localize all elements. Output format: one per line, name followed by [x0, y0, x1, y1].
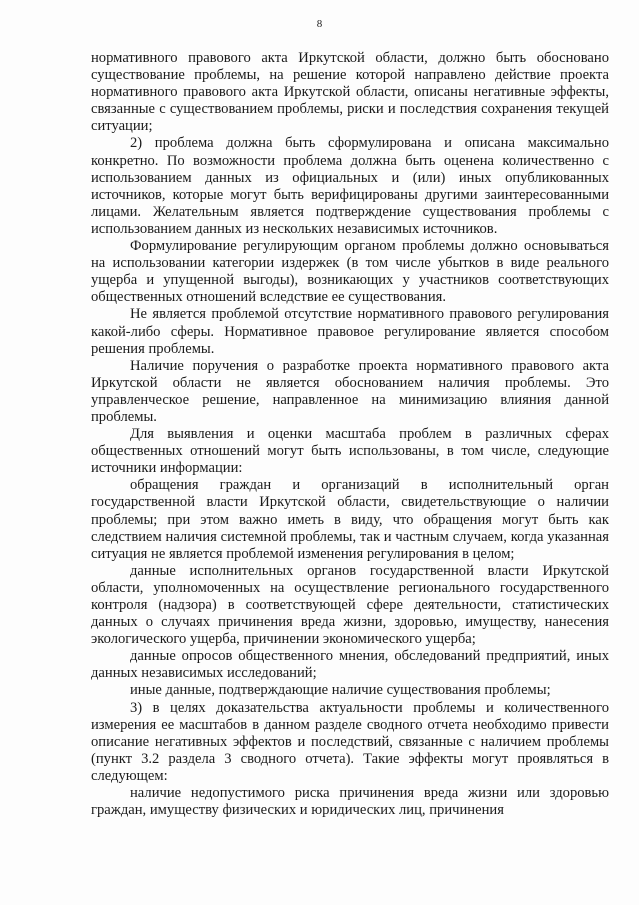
- list-item-opinion-polls: данные опросов общественного мнения, обследований предприятий, иных данных независимых исследований;: [91, 648, 609, 682]
- paragraph-not-a-problem: Не является проблемой отсутствие нормативного правового регулирования какой-либо сферы. Нормативное правовое регулирование является способом решения проблемы.: [91, 306, 609, 357]
- list-item-citizen-appeals: обращения граждан и организаций в исполнительный орган государственной власти Иркутской области, свидетельствующие о наличии проблемы; при этом важно иметь в виду, что обращения могут быть как следствием наличия системной проблемы, так и частным случаем, когда указанная ситуация не является проблемой изменения регулирования в целом;: [91, 477, 609, 562]
- paragraph-negative-effects: 3) в целях доказательства актуальности проблемы и количественного измерения ее масштабов в данном разделе сводного отчета необходимо привести описание негативных эффектов и последствий, связанные с наличием проблемы (пункт 3.2 раздела 3 сводного отчета). Такие эффекты могут проявляться в следующем:: [91, 699, 609, 784]
- list-item-other-data: иные данные, подтверждающие наличие существования проблемы;: [130, 682, 551, 699]
- list-item-unacceptable-risk: наличие недопустимого риска причинения вреда жизни или здоровью граждан, имуществу физических и юридических лиц, причинения: [91, 785, 609, 819]
- paragraph-information-sources: Для выявления и оценки масштаба проблем в различных сферах общественных отношений могут быть использованы, в том числе, следующие источники информации:: [91, 426, 609, 477]
- page-number: 8: [316, 18, 323, 30]
- paragraph-problem-formulation: 2) проблема должна быть сформулирована и описана максимально конкретно. По возможности проблема должна быть оценена количественно с использованием данных из официальных и (или) иных опубликованных источников, которые могут быть верифицированы другими заинтересованными лицами. Желательным является подтверждение существования проблемы с использованием данных из нескольких независимых источников.: [91, 135, 609, 237]
- document-body: [91, 50, 609, 819]
- paragraph-costs-category: Формулирование регулирующим органом проблемы должно основываться на использовании категории издержек (в том числе убытков в виде реального ущерба и упущенной выгоды), возникающих у участников соответствующих общественных отношений вследствие ее существования.: [91, 238, 609, 306]
- paragraph-continuation: нормативного правового акта Иркутской области, должно быть обосновано существование проблемы, на решение которой направлено действие проекта нормативного правового акта Иркутской области, описаны негативные эффекты, связанные с существованием проблемы, риски и последствия сохранения текущей ситуации;: [91, 50, 609, 135]
- list-item-control-authority-data: данные исполнительных органов государственной власти Иркутской области, уполномоченных на осуществление регионального государственного контроля (надзора) в соответствующей сфере деятельности, статистических данных о случаях причинения вреда жизни, здоровью, имуществу, нанесения экологического ущерба, причинении экономического ущерба;: [91, 562, 609, 648]
- paragraph-instruction: Наличие поручения о разработке проекта нормативного правового акта Иркутской области не является обоснованием наличия проблемы. Это управленческое решение, направленное на минимизацию влияния данной проблемы.: [91, 357, 609, 425]
